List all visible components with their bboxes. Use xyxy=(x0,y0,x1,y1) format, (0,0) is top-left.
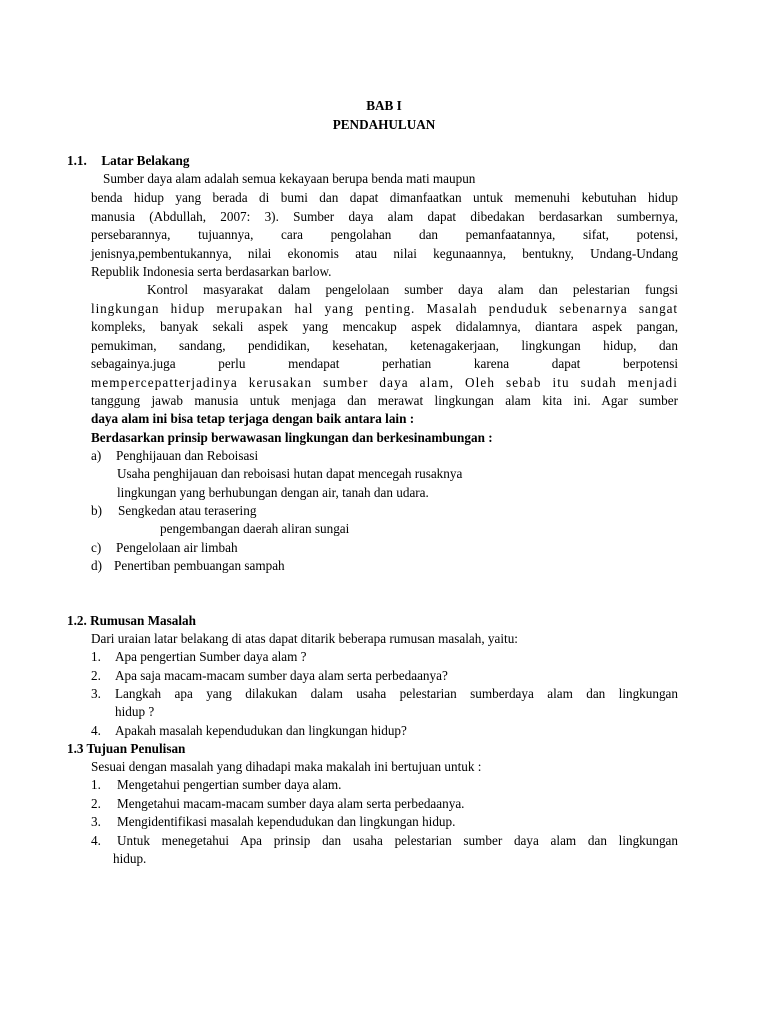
list-item xyxy=(91,502,256,520)
list-item xyxy=(91,776,341,794)
paragraph-line: jenisnya,pembentukannya, nilai ekonomis atau nilai kegunaannya, bentukny, Undang-Undang xyxy=(91,246,678,261)
section-1-1-heading xyxy=(67,152,189,170)
list-marker: 2. xyxy=(91,796,101,811)
paragraph-line: kompleks, banyak sekali aspek yang mencakup aspek didalamnya, diantara aspek pangan, xyxy=(91,319,678,334)
bold-statement: daya alam ini bisa tetap terjaga dengan baik antara lain : xyxy=(91,411,415,426)
paragraph-line: Sumber daya alam adalah semua kekayaan berupa benda mati maupun xyxy=(103,171,476,186)
list-item xyxy=(91,813,455,831)
list-marker: c) xyxy=(91,540,102,555)
list-marker: 2. xyxy=(91,668,101,683)
list-item xyxy=(91,447,258,465)
list-item-text: Langkah apa yang dilakukan dalam usaha pelestarian sumberdaya alam dan lingkungan xyxy=(115,686,678,701)
section-intro: Dari uraian latar belakang di atas dapat ditarik beberapa rumusan masalah, yaitu: xyxy=(91,631,518,646)
list-marker: 1. xyxy=(91,777,101,792)
paragraph-line: pemukiman, sandang, pendidikan, kesehatan, ketenagakerjaan, lingkungan hidup, dan xyxy=(91,338,678,353)
list-marker: d) xyxy=(91,558,102,573)
chapter-label: BAB I xyxy=(366,98,402,113)
list-item-text: Penghijauan dan Reboisasi xyxy=(116,448,259,463)
list-item-text: Mengidentifikasi masalah kependudukan dan lingkungan hidup. xyxy=(117,814,456,829)
list-item-text: Mengetahui pengertian sumber daya alam. xyxy=(117,777,342,792)
list-marker: 4. xyxy=(91,833,101,848)
paragraph-line: mempercepatterjadinya kerusakan sumber daya alam, Oleh sebab itu sudah menjadi xyxy=(91,375,678,390)
paragraph-line: sebagainya.juga perlu mendapat perhatian karena dapat berpotensi xyxy=(91,356,678,371)
list-item-detail: lingkungan yang berhubungan dengan air, tanah dan udara. xyxy=(117,485,429,500)
list-marker: 1. xyxy=(91,649,101,664)
list-marker: 3. xyxy=(91,814,101,829)
list-marker: 3. xyxy=(91,686,101,701)
list-item-text: Untuk menegetahui Apa prinsip dan usaha pelestarian sumber daya alam dan lingkungan xyxy=(117,833,678,848)
list-item xyxy=(91,795,464,813)
section-intro: Sesuai dengan masalah yang dihadapi maka makalah ini bertujuan untuk : xyxy=(91,759,482,774)
list-item-text: Pengelolaan air limbah xyxy=(116,540,238,555)
list-item-detail: pengembangan daerah aliran sungai xyxy=(160,521,350,536)
section-1-2-heading: 1.2. Rumusan Masalah xyxy=(67,613,196,628)
list-item xyxy=(91,722,407,740)
paragraph-line: lingkungan hidup merupakan hal yang penting. Masalah penduduk sebenarnya sangat xyxy=(91,301,678,316)
list-item-text: Apa saja macam-macam sumber daya alam serta perbedaanya? xyxy=(115,668,448,683)
section-1-1-title: Latar Belakang xyxy=(101,153,190,168)
list-item-text: Apakah masalah kependudukan dan lingkungan hidup? xyxy=(115,723,407,738)
list-item-text: Apa pengertian Sumber daya alam ? xyxy=(115,649,307,664)
list-item xyxy=(91,557,285,575)
bold-statement: Berdasarkan prinsip berwawasan lingkungan dan berkesinambungan : xyxy=(91,430,493,445)
list-item-continuation: hidup. xyxy=(113,851,147,866)
paragraph-line: persebarannya, tujuannya, cara pengolahan dan pemanfaatannya, sifat, potensi, xyxy=(91,227,678,242)
paragraph-line: tanggung jawab manusia untuk menjaga dan merawat lingkungan alam kita ini. Agar sumber xyxy=(91,393,678,408)
list-marker: 4. xyxy=(91,723,101,738)
list-item-continuation: hidup ? xyxy=(115,704,155,719)
list-item-text: Sengkedan atau terasering xyxy=(118,503,257,518)
list-item-text: Mengetahui macam-macam sumber daya alam serta perbedaanya. xyxy=(117,796,465,811)
paragraph-line: manusia (Abdullah, 2007: 3). Sumber daya alam dapat dibedakan berdasarkan sumbernya, xyxy=(91,209,678,224)
chapter-title: PENDAHULUAN xyxy=(332,117,436,132)
paragraph-line: Republik Indonesia serta berdasarkan barlow. xyxy=(91,264,332,279)
list-item xyxy=(91,667,448,685)
list-item-detail: Usaha penghijauan dan reboisasi hutan dapat mencegah rusaknya xyxy=(117,466,463,481)
list-item xyxy=(91,648,307,666)
section-1-3-heading: 1.3 Tujuan Penulisan xyxy=(67,741,186,756)
list-item xyxy=(91,539,238,557)
paragraph-line: Kontrol masyarakat dalam pengelolaan sumber daya alam dan pelestarian fungsi xyxy=(147,282,678,297)
section-1-1-number: 1.1. xyxy=(67,153,87,168)
list-marker: b) xyxy=(91,503,102,518)
list-marker: a) xyxy=(91,448,102,463)
paragraph-line: benda hidup yang berada di bumi dan dapat dimanfaatkan untuk memenuhi kebutuhan hidup xyxy=(91,190,678,205)
list-item-text: Penertiban pembuangan sampah xyxy=(114,558,285,573)
